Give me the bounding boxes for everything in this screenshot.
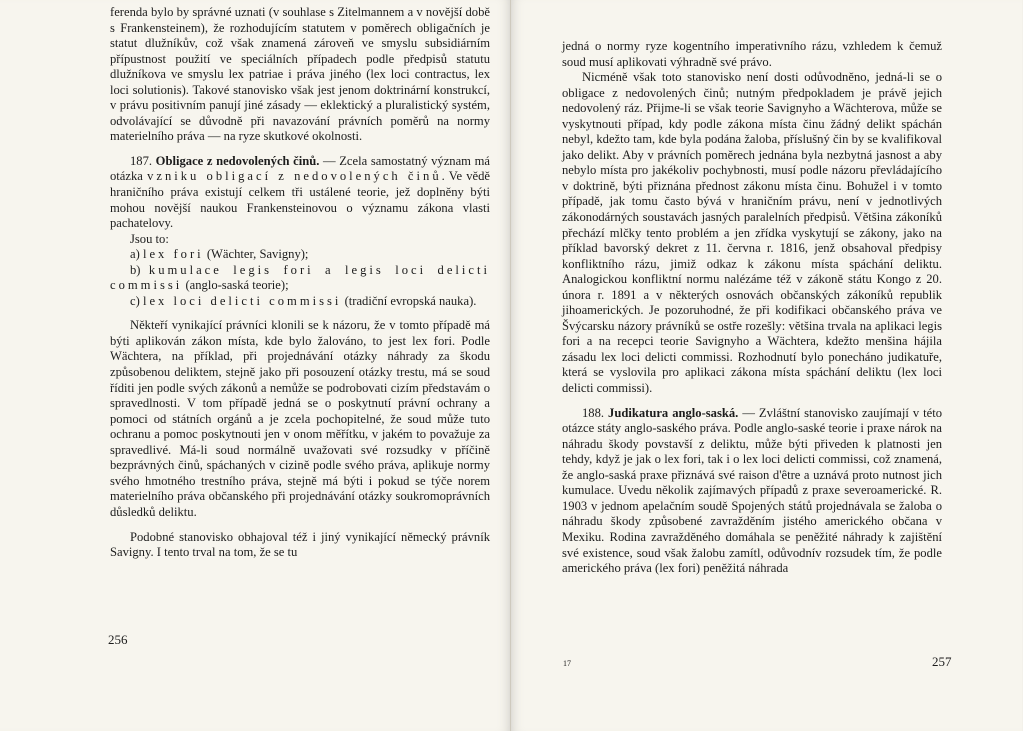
left-paragraph-3: Podobné stanovisko obhajoval též i jiný vynikající německý právník Savigny. I tento trval na tom, že se tu	[110, 529, 490, 560]
section-187-spaced-term: vzniku obligací z nedovolených činů	[147, 169, 442, 184]
signature-mark: 17	[563, 659, 571, 668]
item-c-label: c)	[130, 293, 140, 308]
left-paragraph-1: ferenda bylo by správné uznati (v souhlase s Zitelmannem a v novější době s Frankensteinem), že rozhodujícím statutem v poměrech obligačních je statut dlužníkův, což však znamená zároveň ve smyslu subsidiárním přípustnost použití ve speciálních případech podle předpisů statutu dlužníkova ve smyslu lex patriae i práva jiného (lex loci contractus, lex loci solutionis). Takové stanovisko však jest jenom doktrinární konstrukcí, v právu positivním panují jiné zásady — eklektický a pluralistický systém, odvolávající se důvodně při navazování právních poměrů na normy materielního práva — na ryze skutkové okolnosti.	[110, 5, 490, 144]
right-page-text	[562, 39, 942, 577]
right-paragraph-2: Nicméně však toto stanovisko není dosti odůvodněno, jedná-li se o obligace z nedovolených činů; nutným předpokladem je právě jejich nedovolený ráz. Přijme-li se však teorie Savignyho a Wächterova, může se vyskytnouti případ, kdy podle zákona místa činu žádný delikt spáchán nebyl, kdežto tam, kde byla podána žaloba, příslušný čin by se kvalifikoval jako delikt. Aby v právních poměrech jednána byla nezbytná jasnost a aby nebylo místa pro jakékoliv pochybnosti, musí podle názoru převládajícího v doktrině, býti přiznána přednost zákonu místa činu. Bohužel i v tomto případě, jak tomu často bývá v hraničním právu, není v jednotlivých zákonodárných soustavách jasných paralelních předpisů. Většina zákoníků přechází mlčky tento problém a jen zřídka vyskytují se zákony, jako na příklad bavorský dekret z 11. června r. 1816, jenž obsahoval předpisy konfliktního rázu, jimiž odkaz k zákonu místa spáchání deliktu. Analogickou konfliktní normu nalézáme též v zákoně státu Kongo z 20. února r. 1891 a v některých osnovách občanských zákoníků republik jihoamerických. Je pozoruhodné, že při kodifikaci občanského práva ve Švýcarsku názory právníků se ostře rozešly: většina trvala na aplikaci legis fori a na recepci teorie Savignyho a Wächtera, kdežto menšina hájila zásadu lex loci delicti commissi. Rozhodnutí bylo ponecháno judikatuře, která se vyslovila pro aplikaci zákona místa spáchání deliktu (lex loci delicti commissi).	[562, 70, 942, 396]
section-188-number: 188.	[582, 405, 605, 420]
section-187-text-2: . Ve vědě hraničního práva existují celkem tři ustálené teorie, jež doplněny býti mohou novější naukou Frankensteinovou o významu zákona vlasti pachatelovy.	[110, 169, 491, 231]
right-page	[511, 0, 1022, 731]
item-c-term: lex loci delicti commissi	[142, 293, 342, 308]
item-a-term: lex fori	[142, 247, 204, 262]
theory-item-a	[110, 247, 490, 263]
item-b-rest: (anglo-saská teorie);	[185, 278, 289, 293]
section-187	[110, 154, 490, 232]
item-c-rest: (tradiční evropská nauka).	[344, 293, 477, 308]
item-a-rest: (Wächter, Savigny);	[206, 247, 309, 262]
page-number-left: 256	[108, 632, 128, 647]
section-188	[562, 406, 942, 577]
section-188-text: — Zvláštní stanovisko zaujímají v této otázce státy anglo-saského práva. Podle anglo-saské teorie i praxe nárok na náhradu škody povstavší z deliktu, může býti přiveden k platnosti jen tehdy, když je jak o lex fori, tak i o lex loci delicti commissi, což znamená, že anglo-saská praxe přiznává své raison d'être a uznává proto nutnost jich kumulace. Uvedu několik zajímavých případů z praxe severoamerické. R. 1903 v jednom apelačním soudě Spojených států projednávala se žaloba o náhradu škody způsobené zavražděním jistého amerického občana v Mexiku. Rodina zavražděného domáhala se peněžité náhrady k zajištění své existence, soud však žalobu zamítl, odůvodnív rozsudek tím, že podle amerického práva (lex fori) peněžitá náhrada	[562, 405, 942, 576]
left-paragraph-2: Někteří vynikající právníci klonili se k názoru, že v tomto případě má býti aplikován zákon místa, kde bylo žalováno, to jest lex fori. Podle Wächtera, na příklad, při projednávání otázky náhrady za škodu způsobenou deliktem, stejně jako při posouzení otázky trestu, má se soud říditi jen podle svých zákonů a nemůže se podrobovati cizím představám o spravedlnosti. V tom případě jedná se o poskytnutí právní ochrany a pomoci od státních orgánů a je zcela pochopitelné, že soud může tuto ochranu a pomoc poskytnouti jen v onom měřítku, v jakém to považuje za spravedlivé. Má-li soud normálně uvažovati své rozsudky v příčině bezprávných činů, spáchaných v cizině podle svého práva, aplikuje normy svého hmotného trestního práva, stejně má býti i pokud se týče norem materielního práva občanského při projednávání otázky soukromoprávních důsledků deliktu.	[110, 318, 490, 519]
section-187-text-1: — Zcela samostatný význam má otázka	[110, 153, 490, 184]
item-b-term: kumulace legis fori a legis loci delicti commissi	[110, 262, 490, 293]
theory-item-c	[110, 294, 490, 310]
theory-list	[110, 247, 490, 309]
left-page-text	[110, 5, 490, 561]
section-187-title: Obligace z nedovolených činů.	[155, 153, 320, 168]
theory-item-b	[110, 263, 490, 294]
item-b-label: b)	[130, 262, 141, 277]
jsou-to: Jsou to:	[130, 231, 169, 246]
left-page	[0, 0, 511, 731]
right-paragraph-1: jedná o normy ryze kogentního imperativního rázu, vzhledem k čemuž soud musí aplikovati výhradně své právo.	[562, 39, 942, 69]
item-a-label: a)	[130, 247, 140, 262]
section-188-title: Judikatura anglo-saská.	[608, 405, 739, 420]
section-187-number: 187.	[130, 153, 153, 168]
page-number-right: 257	[932, 654, 952, 669]
